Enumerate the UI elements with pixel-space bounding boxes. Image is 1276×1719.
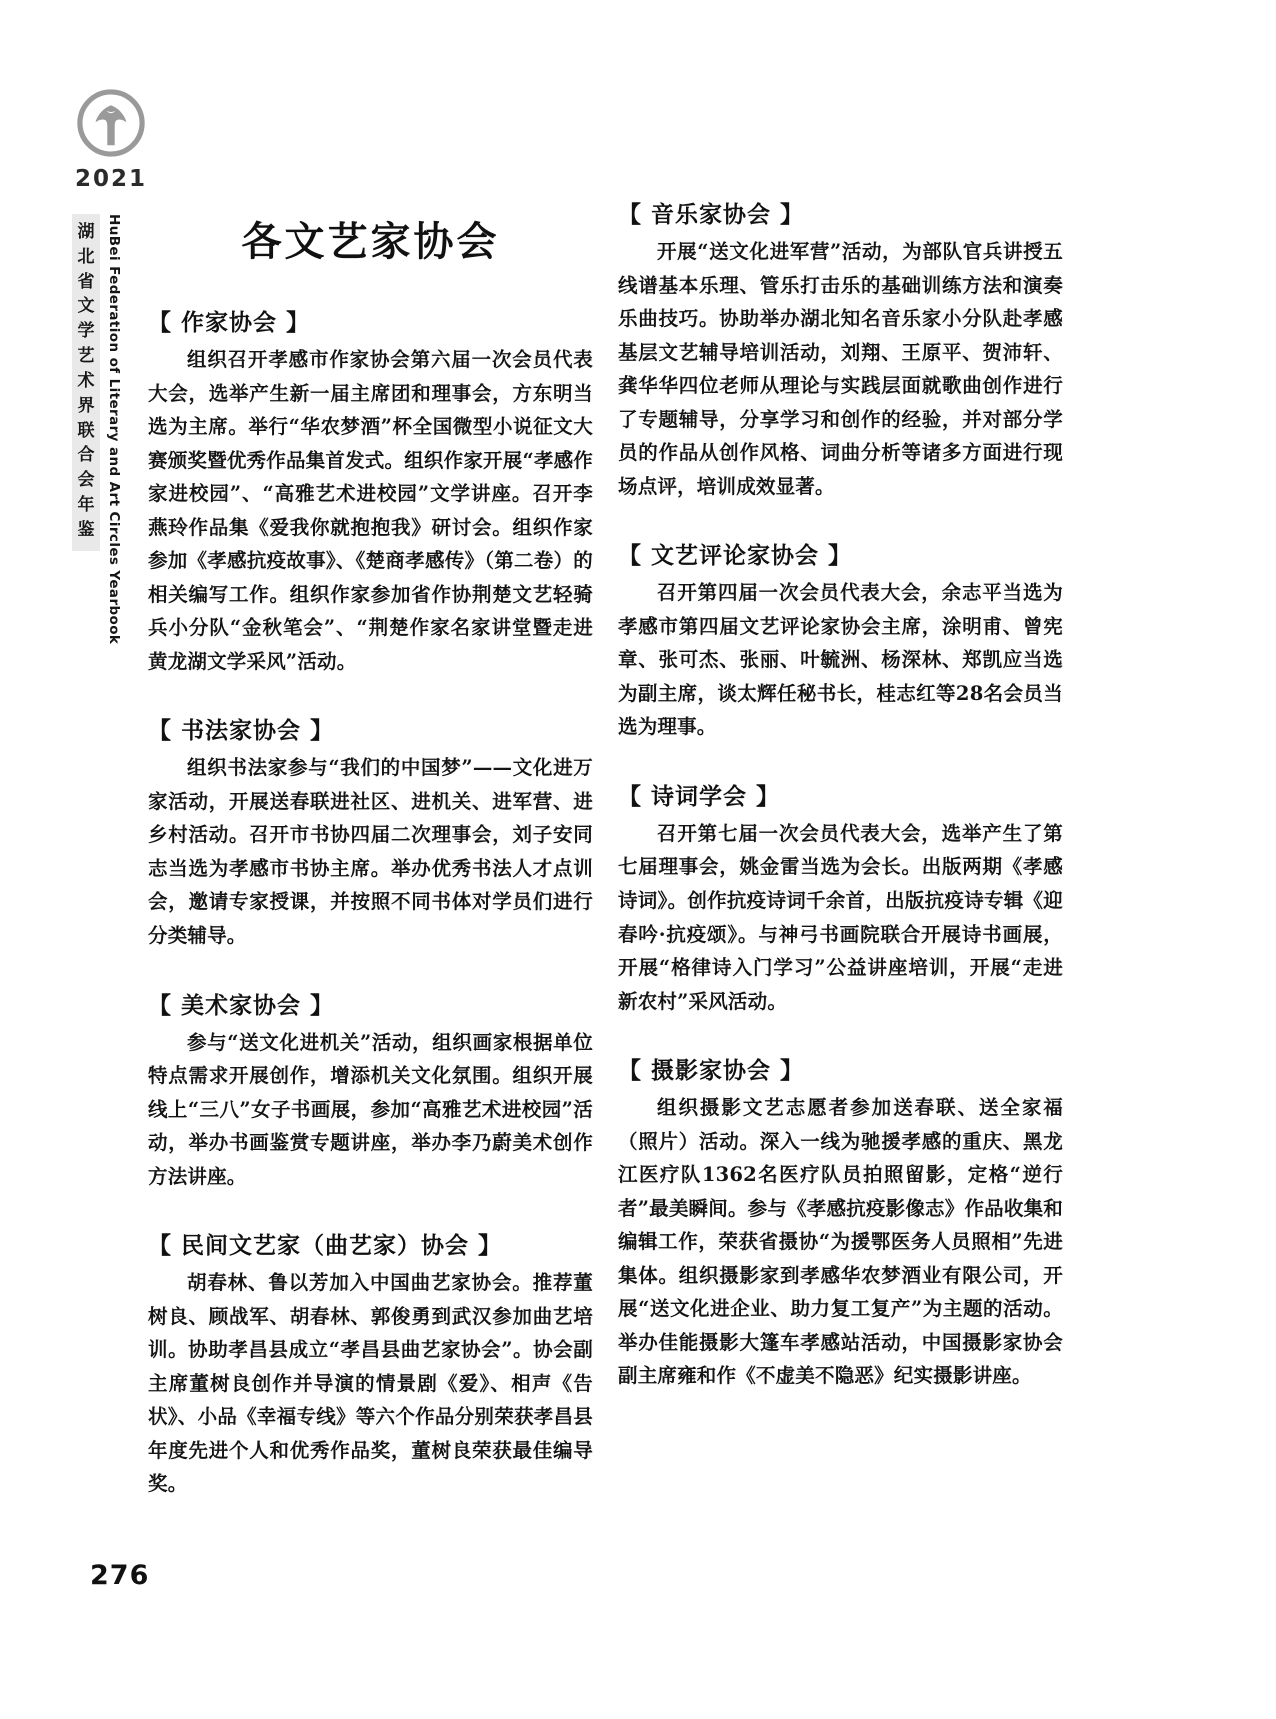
section-body-writers: 组织召开孝感市作家协会第六届一次会员代表大会，选举产生新一届主席团和理事会，方东明当选为主席。举行“华农梦酒”杯全国微型小说征文大赛颁奖暨优秀作品集首发式。组织作家开展“孝感作家进校园”、“高雅艺术进校园”文学讲座。召开李燕玲作品集《爱我你就抱抱我》研讨会。组织作家参加《孝感抗疫故事》、《楚商孝感传》（第二卷）的相关编写工作。组织作家参加省作协荆楚文艺轻骑兵小分队“金秋笔会”、“荆楚作家名家讲堂暨走进黄龙湖文学采风”活动。 bbox=[148, 348, 593, 673]
section-body-musicians: 开展“送文化进军营”活动，为部队官兵讲授五线谱基本乐理、管乐打击乐的基础训练方法和演奏乐曲技巧。协助举办湖北知名音乐家小分队赴孝感基层文艺辅导培训活动，刘翔、王原平、贺沛轩、龚华华四位老师从理论与实践层面就歌曲创作进行了专题辅导，分享学习和创作的经验，并对部分学员的作品从创作风格、词曲分析等诸多方面进行现场点评，培训成效显著。 bbox=[618, 240, 1063, 498]
section-body-calligraphers: 组织书法家参与“我们的中国梦”——文化进万家活动，开展送春联进社区、进机关、进军营、进乡村活动。召开市书协四届二次理事会，刘子安同志当选为孝感市书协主席。举办优秀书法人才点训会，邀请专家授课，并按照不同书体对学员们进行分类辅导。 bbox=[148, 756, 593, 947]
margin-rail bbox=[62, 86, 154, 1566]
section-heading-fine-artists: 【 美术家协会 】 bbox=[148, 992, 335, 1019]
section-heading-poetry-society: 【 诗词学会 】 bbox=[618, 783, 781, 810]
section-body-fine-artists: 参与“送文化进机关”活动，组织画家根据单位特点需求开展创作，增添机关文化氛围。组织开展线上“三八”女子书画展，参加“高雅艺术进校园”活动，举办书画鉴赏专题讲座，举办李乃蔚美术创作方法讲座。 bbox=[148, 1030, 593, 1188]
logo-year-label: 2021 bbox=[74, 166, 147, 192]
section-body-photographers: 组织摄影文艺志愿者参加送春联、送全家福（照片）活动。深入一线为驰援孝感的重庆、黑龙江医疗队1362名医疗队员拍照留影，定格“逆行者”最美瞬间。参与《孝感抗疫影像志》作品收集和编辑工作，荣获省摄协“为援鄂医务人员照相”先进集体。组织摄影家到孝感华农梦酒业有限公司，开展“送文化进企业、助力复工复产”为主题的活动。举办佳能摄影大篷车孝感站活动，中国摄影家协会副主席雍和作《不虚美不隐恶》纪实摄影讲座。 bbox=[618, 1096, 1063, 1388]
hubei-federation-emblem-icon bbox=[74, 86, 148, 160]
column-left bbox=[148, 196, 593, 1501]
section-heading-folk-artists: 【 民间文艺家（曲艺家）协会 】 bbox=[148, 1233, 503, 1260]
yearbook-logo-block bbox=[68, 86, 154, 192]
page-number: 276 bbox=[90, 1560, 150, 1591]
section-heading-critics: 【 文艺评论家协会 】 bbox=[618, 543, 853, 570]
vertical-title-en: HuBei Federation of Literary and Art Circles Yearbook bbox=[106, 214, 122, 645]
vertical-title-cn: 湖北省文学艺术界联合会年鉴 bbox=[72, 214, 100, 551]
article-content bbox=[148, 196, 1108, 1496]
section-body-folk-artists: 胡春林、鲁以芳加入中国曲艺家协会。推荐董树良、顾战军、胡春林、郭俊勇到武汉参加曲艺培训。协助孝昌县成立“孝昌县曲艺家协会”。协会副主席董树良创作并导演的情景剧《爱》、相声《告状》、小品《幸福专线》等六个作品分别荣获孝昌县年度先进个人和优秀作品奖，董树良荣获最佳编导奖。 bbox=[148, 1271, 593, 1496]
section-heading-calligraphers: 【 书法家协会 】 bbox=[148, 718, 335, 745]
section-body-poetry-society: 召开第七届一次会员代表大会，选举产生了第七届理事会，姚金雷当选为会长。出版两期《孝感诗词》。创作抗疫诗词千余首，出版抗疫诗专辑《迎春吟·抗疫颂》。与神弓书画院联合开展诗书画展，开展“格律诗入门学习”公益讲座培训，开展“走进新农村”采风活动。 bbox=[618, 821, 1063, 1013]
section-heading-photographers: 【 摄影家协会 】 bbox=[618, 1058, 805, 1085]
column-right bbox=[618, 196, 1063, 1393]
section-body-critics: 召开第四届一次会员代表大会，余志平当选为孝感市第四届文艺评论家协会主席，涂明甫、曾宪章、张可杰、张丽、叶毓洲、杨深林、郑凯应当选为副主席，谈太辉任秘书长，桂志红等28名会员当选为理事。 bbox=[618, 581, 1063, 739]
section-heading-writers: 【 作家协会 】 bbox=[148, 310, 311, 336]
section-heading-musicians: 【 音乐家协会 】 bbox=[618, 202, 805, 228]
page-title: 各文艺家协会 bbox=[241, 219, 500, 265]
